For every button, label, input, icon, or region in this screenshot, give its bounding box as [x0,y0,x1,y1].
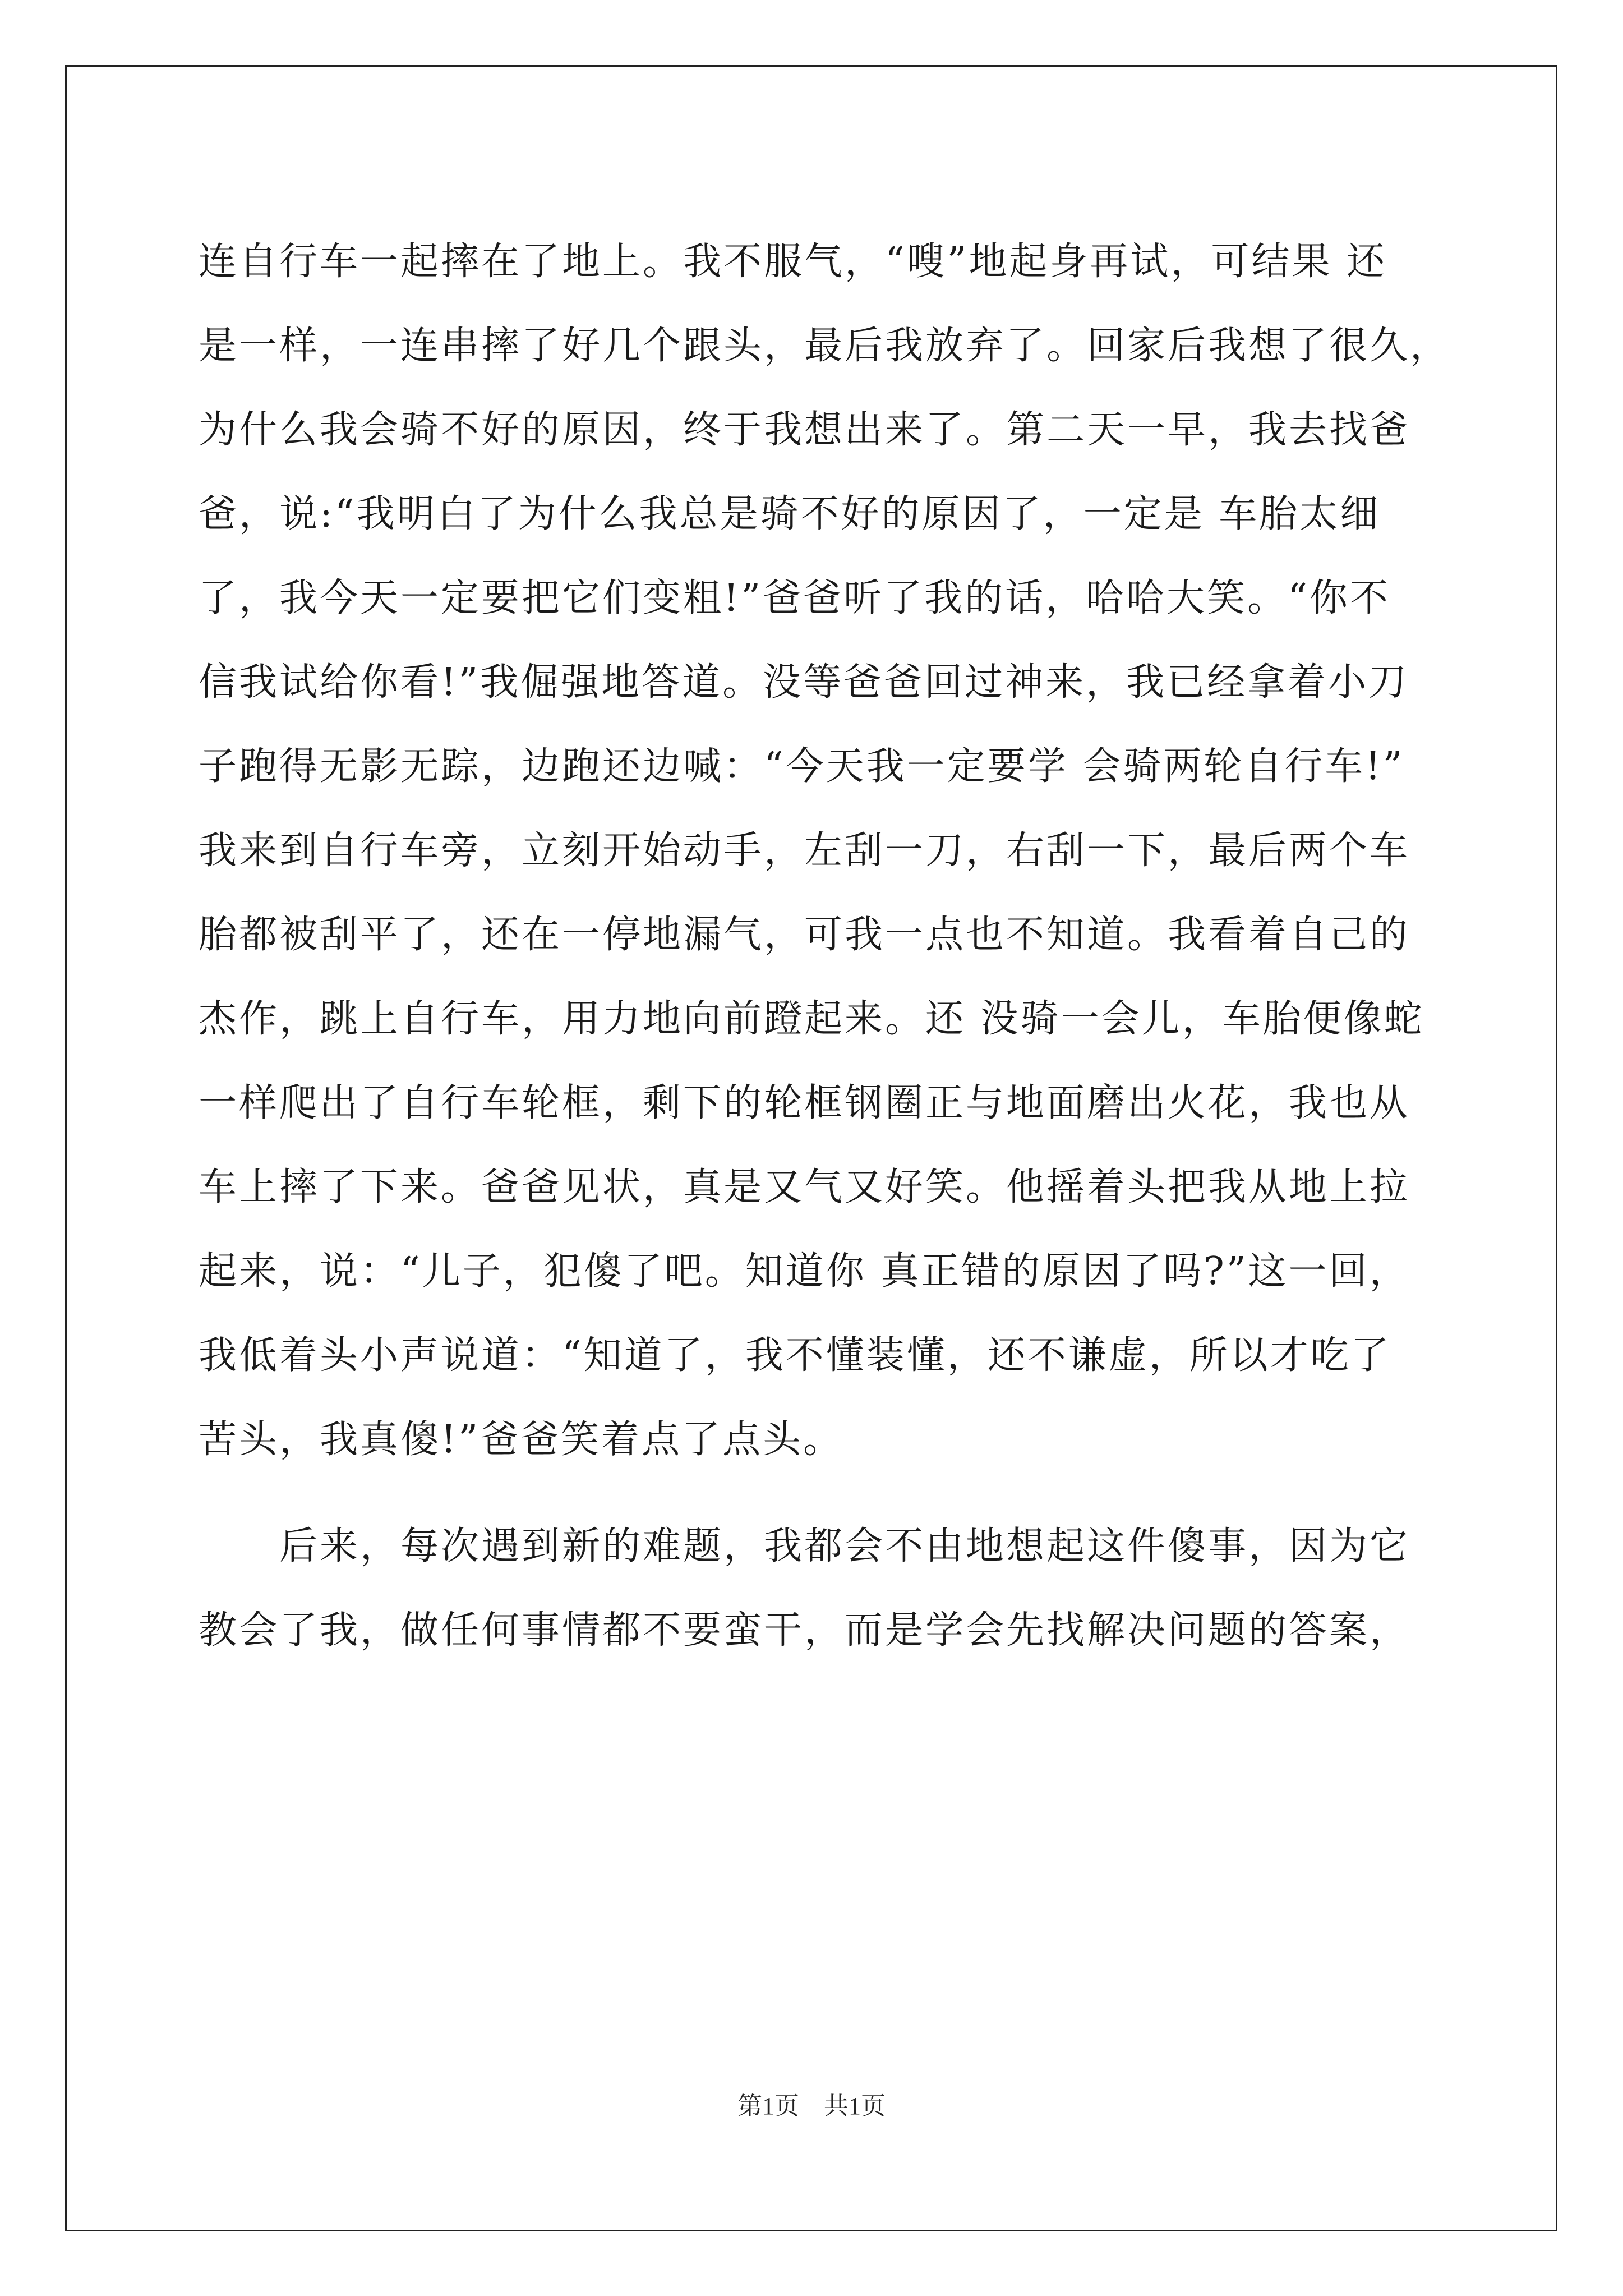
paragraph [199,220,1455,1482]
text-line: 我低着头小声说道：“知道了，我不懂装懂，还不谦虚，所以才吃了 [199,1333,1391,1378]
paragraph [199,1504,1455,1673]
paragraph-spacer [199,1482,1455,1504]
text-line: 起来，说：“儿子，犯傻了吧。知道你 真正错的原因了吗?”这一回， [199,1249,1410,1294]
text-line: 信我试给你看!”我倔强地答道。没等爸爸回过神来，我已经拿着小刀 [199,660,1409,705]
text-line: 爸，说:“我明白了为什么我总是骑不好的原因了，一定是 车胎太细 [199,492,1381,536]
document-body [199,220,1455,1673]
text-line: 杰作，跳上自行车，用力地向前蹬起来。还 没骑一会儿，车胎便像蛇 [199,997,1424,1041]
text-line: 苦头，我真傻!”爸爸笑着点了点头。 [199,1418,844,1462]
text-line: 胎都被刮平了，还在一停地漏气，可我一点也不知道。我看着自己的 [199,913,1410,957]
text-line: 为什么我会骑不好的原因，终于我想出来了。第二天一早，我去找爸 [199,408,1410,452]
text-line: 了，我今天一定要把它们变粗!”爸爸听了我的话，哈哈大笑。“你不 [199,576,1390,620]
text-line: 我来到自行车旁，立刻开始动手，左刮一刀，右刮一下，最后两个车 [199,829,1410,873]
page-number: 第1页 共1页 [737,2092,886,2120]
text-line: 子跑得无影无踪，边跑还边喊：“今天我一定要学 会骑两轮自行车!” [199,744,1405,789]
text-line: 后来，每次遇到新的难题，我都会不由地想起这件傻事，因为它 [199,1524,1410,1568]
text-line: 是一样，一连串摔了好几个跟头，最后我放弃了。回家后我想了很久， [199,324,1451,368]
text-line: 车上摔了下来。爸爸见状，真是又气又好笑。他摇着头把我从地上拉 [199,1165,1410,1209]
text-line: 连自行车一起摔在了地上。我不服气，“嗖”地起身再试，可结果 还 [199,240,1387,284]
text-line: 教会了我，做任何事情都不要蛮干，而是学会先找解决问题的答案， [199,1608,1410,1653]
text-line: 一样爬出了自行车轮框，剩下的轮框钢圈正与地面磨出火花，我也从 [199,1081,1410,1125]
